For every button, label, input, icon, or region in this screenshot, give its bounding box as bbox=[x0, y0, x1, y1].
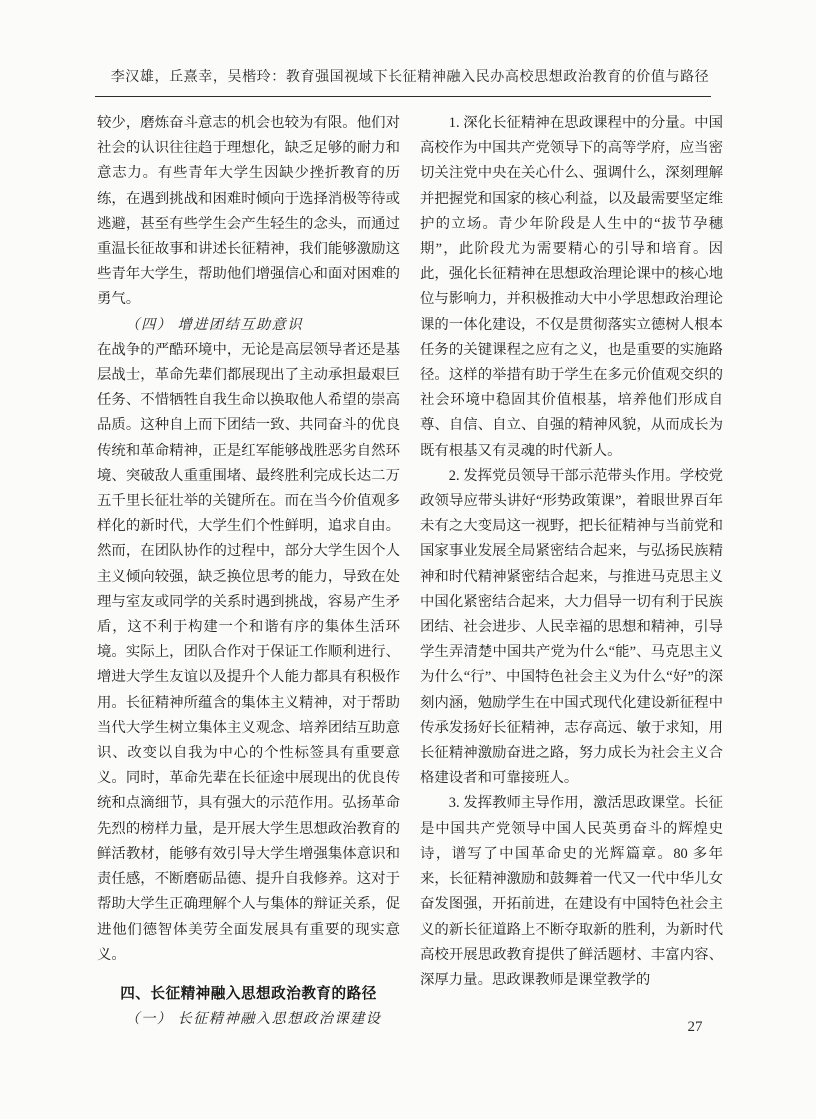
subsection-heading-1: （一） 长征精神融入思想政治课建设 bbox=[125, 1011, 382, 1028]
paragraph-numbered-3: 3. 发挥教师主导作用，激活思政课堂。长征是中国共产党领导中国人民英勇奋斗的辉煌史诗，谱写了中国革命史的光辉篇章。80 多年来，长征精神激励和鼓舞着一代又一代中华儿女奋发图强，开拓前进，在建设有中国特色社会主义的新长征道路上不断夺取新的胜利，为新时代高校开展思政教育提供了鲜活题材、丰富内容、深厚力量。思政课教师是课堂教学的 bbox=[420, 795, 723, 988]
page-number: 27 bbox=[687, 1019, 703, 1035]
paragraph-continuation: 较少，磨炼奋斗意志的机会也较为有限。他们对社会的认识往往趋于理想化，缺乏足够的耐力和意志力。有些青年大学生因缺少挫折教育的历练，在遇到挑战和困难时倾向于选择消极等待或逃避，甚至有些学生会产生轻生的念头，而通过重温长征故事和讲述长征精神，我们能够激励这些青年大学生，帮助他们增强信心和面对困难的勇气。 bbox=[97, 115, 400, 308]
subsection-heading-4: （四） 增进团结互助意识 bbox=[125, 316, 304, 333]
header-divider bbox=[95, 96, 711, 97]
paragraph: 在战争的严酷环境中，无论是高层领导者还是基层战士，革命先辈们都展现出了主动承担最艰巨任务、不惜牺牲自我生命以换取他人希望的崇高品质。这种自上而下团结一致、共同奋斗的优良传统和革命精神，正是红军能够战胜恶劣自然环境、突破敌人重重围堵、最终胜利完成长达二万五千里长征壮举的关键所在。而在当今价值观多样化的新时代，大学生们个性鲜明，追求自由。然而，在团队协作的过程中，部分大学生因个人主义倾向较强，缺乏换位思考的能力，导致在处理与室友或同学的关系时遇到挑战，容易产生矛盾，这不利于构建一个和谐有序的集体生活环境。实际上，团队合作对于保证工作顺利进行、增进大学生友谊以及提升个人能力都具有积极作用。长征精神所蕴含的集体主义精神，对于帮助当代大学生树立集体主义观念、培养团结互助意识、改变以自我为中心的个性标签具有重要意义。同时，革命先辈在长征途中展现出的优良传统和点滴细节，具有强大的示范作用。弘扬革命先烈的榜样力量，是开展大学生思想政治教育的鲜活教材，能够有效引导大学生增强集体意识和责任感，不断磨砺品德、提升自我修养。这对于帮助大学生正确理解个人与集体的辩证关系，促进他们德智体美劳全面发展具有重要的现实意义。 bbox=[97, 341, 400, 963]
left-column bbox=[97, 111, 400, 1032]
paragraph-numbered-1: 1. 深化长征精神在思政课程中的分量。中国高校作为中国共产党领导下的高等学府，应当密切关注党中央在关心什么、强调什么，深刻理解并把握党和国家的核心利益，以及最需要坚定维护的立场。青少年阶段是人生中的“拔节孕穗期”，此阶段尤为需要精心的引导和培育。因此，强化长征精神在思想政治理论课中的核心地位与影响力，并积极推动大中小学思想政治理论课的一体化建设，不仅是贯彻落实立德树人根本任务的关键课程之应有之义，也是重要的实施路径。这样的举措有助于学生在多元价值观交织的社会环境中稳固其价值根基，培养他们形成自尊、自信、自立、自强的精神风貌，从而成长为既有根基又有灵魂的时代新人。 bbox=[420, 115, 723, 459]
section-heading-4: 四、长征精神融入思想政治教育的路径 bbox=[120, 985, 377, 1002]
right-column bbox=[420, 111, 723, 1032]
running-header-title: 李汉雄，丘熹幸，吴楷玲：教育强国视域下长征精神融入民办高校思想政治教育的价值与路径 bbox=[110, 70, 710, 85]
paragraph-numbered-2: 2. 发挥党员领导干部示范带头作用。学校党政领导应带头讲好“形势政策课”，着眼世界百年未有之大变局这一视野，把长征精神与当前党和国家事业发展全局紧密结合起来，与弘扬民族精神和时代精神紧密结合起来，与推进马克思主义中国化紧密结合起来，大力倡导一切有利于民族团结、社会进步、人民幸福的思想和精神，引导学生弄清楚中国共产党为什么“能”、马克思主义为什么“行”、中国特色社会主义为什么“好”的深刻内涵，勉励学生在中国式现代化建设新征程中传承发扬好长征精神，志存高远、敏于求知，用长征精神激励奋进之路，努力成长为社会主义合格建设者和可靠接班人。 bbox=[420, 467, 723, 787]
content-columns bbox=[97, 111, 723, 1032]
